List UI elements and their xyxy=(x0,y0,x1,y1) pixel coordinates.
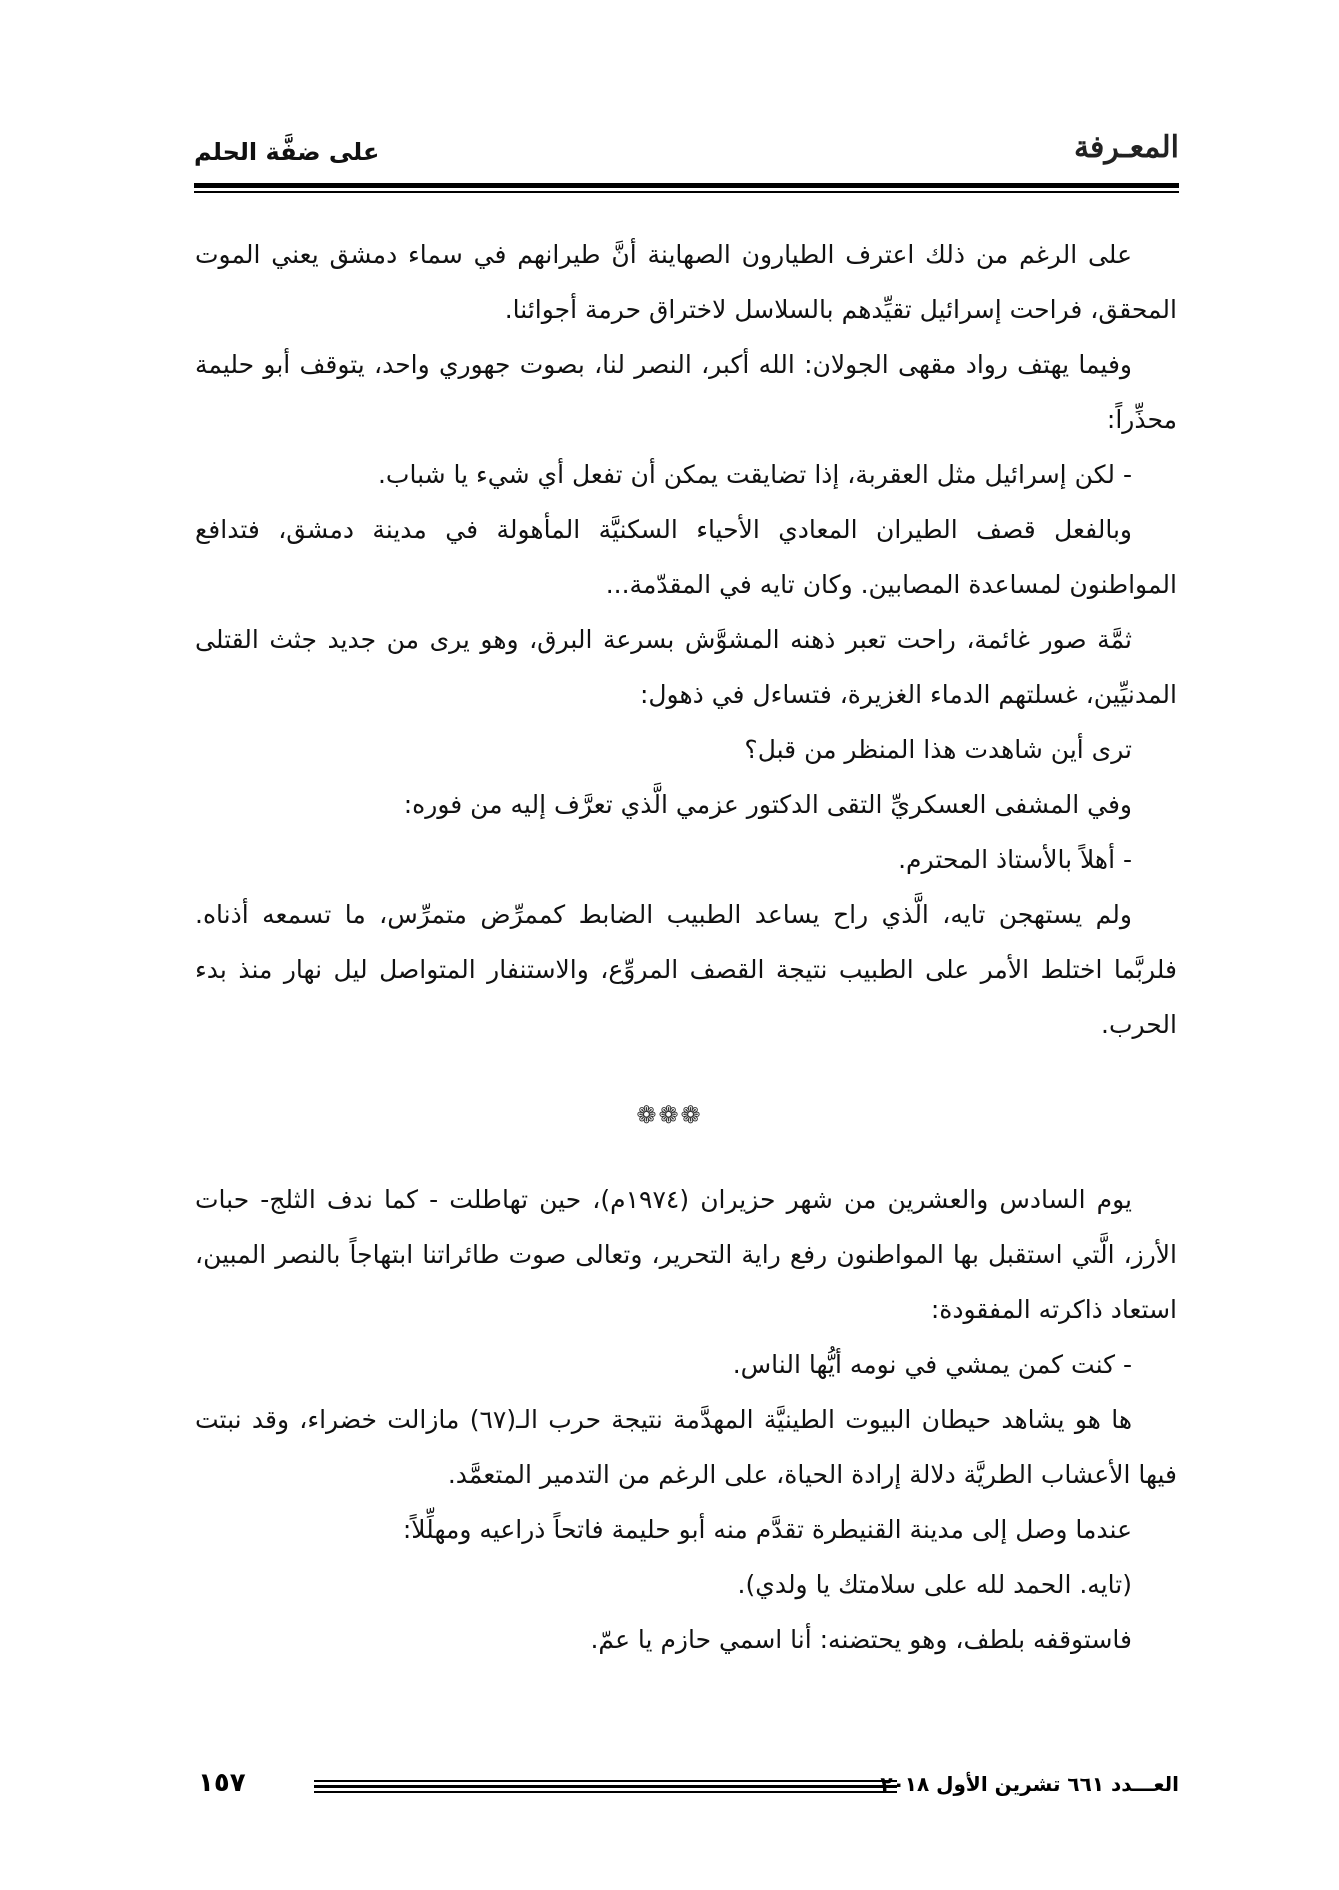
paragraph: ترى أين شاهدت هذا المنظر من قبل؟ xyxy=(744,735,1132,764)
page-footer xyxy=(196,1768,1179,1804)
paragraph: ثمَّة صور غائمة، راحت تعبر ذهنه المشوَّش بسرعة البرق، وهو يرى من جديد جثث القتلى المدنيِّين، غسلتهم الدماء الغزيرة، فتساءل في ذهول: xyxy=(195,625,1177,709)
section-divider-ornament: ❁❁❁ xyxy=(636,1101,703,1129)
paragraph: فاستوقفه بلطف، وهو يحتضنه: أنا اسمي حازم يا عمّ. xyxy=(590,1625,1132,1654)
paragraph: على الرغم من ذلك اعترف الطيارون الصهاينة أنَّ طيرانهم في سماء دمشق يعني الموت المحقق، فراحت إسرائيل تقيِّدهم بالسلاسل لاختراق حرمة أجوائنا. xyxy=(195,240,1177,324)
dialogue-line: - أهلاً بالأستاذ المحترم. xyxy=(898,845,1132,874)
issue-info: العـــدد ٦٦١ تشرين الأول ٢٠١٨ xyxy=(880,1772,1179,1796)
body-section-2 xyxy=(195,1172,1177,1667)
magazine-logo: المعـرفة xyxy=(1073,130,1179,165)
header-rule-thin xyxy=(194,191,1179,193)
paragraph: ولم يستهجن تايه، الَّذي راح يساعد الطبيب الضابط كممرِّض متمرِّس، ما تسمعه أذناه. فلربَّما اختلط الأمر على الطبيب نتيجة القصف المروِّع، والاستنفار المتواصل ليل نهار منذ بدء الحرب. xyxy=(195,900,1177,1039)
header-rule-thick xyxy=(194,183,1179,188)
footer-rule xyxy=(314,1785,897,1788)
page-header xyxy=(194,130,1179,170)
paragraph: وبالفعل قصف الطيران المعادي الأحياء السكنيَّة المأهولة في مدينة دمشق، فتدافع المواطنون لمساعدة المصابين. وكان تايه في المقدّمة... xyxy=(195,515,1177,599)
dialogue-line: - لكن إسرائيل مثل العقربة، إذا تضايقت يمكن أن تفعل أي شيء يا شباب. xyxy=(377,460,1132,489)
dialogue-line: (تايه. الحمد لله على سلامتك يا ولدي). xyxy=(737,1570,1132,1599)
running-title: على ضفَّة الحلم xyxy=(194,138,380,166)
paragraph: وفيما يهتف رواد مقهى الجولان: الله أكبر، النصر لنا، بصوت جهوري واحد، يتوقف أبو حليمة محذِّراً: xyxy=(195,350,1177,434)
paragraph: وفي المشفى العسكريِّ التقى الدكتور عزمي الَّذي تعرَّف إليه من فوره: xyxy=(403,790,1132,819)
paragraph: يوم السادس والعشرين من شهر حزيران (١٩٧٤م)، حين تهاطلت - كما ندف الثلج- حبات الأرز، الَّتي استقبل بها المواطنون رفع راية التحرير، وتعالى صوت طائراتنا ابتهاجاً بالنصر المبين، استعاد ذاكرته المفقودة: xyxy=(195,1185,1177,1324)
paragraph: ها هو يشاهد حيطان البيوت الطينيَّة المهدَّمة نتيجة حرب الـ(٦٧) مازالت خضراء، وقد نبتت فيها الأعشاب الطريَّة دلالة إرادة الحياة، على الرغم من التدمير المتعمَّد. xyxy=(195,1405,1177,1489)
paragraph: عندما وصل إلى مدينة القنيطرة تقدَّم منه أبو حليمة فاتحاً ذراعيه ومهلِّلاً: xyxy=(402,1515,1132,1544)
body-section-1 xyxy=(195,227,1177,1052)
dialogue-line: - كنت كمن يمشي في نومه أيُّها الناس. xyxy=(732,1350,1132,1379)
footer-rule xyxy=(314,1780,897,1782)
page-number: ١٥٧ xyxy=(198,1768,246,1798)
footer-rule xyxy=(314,1791,897,1793)
